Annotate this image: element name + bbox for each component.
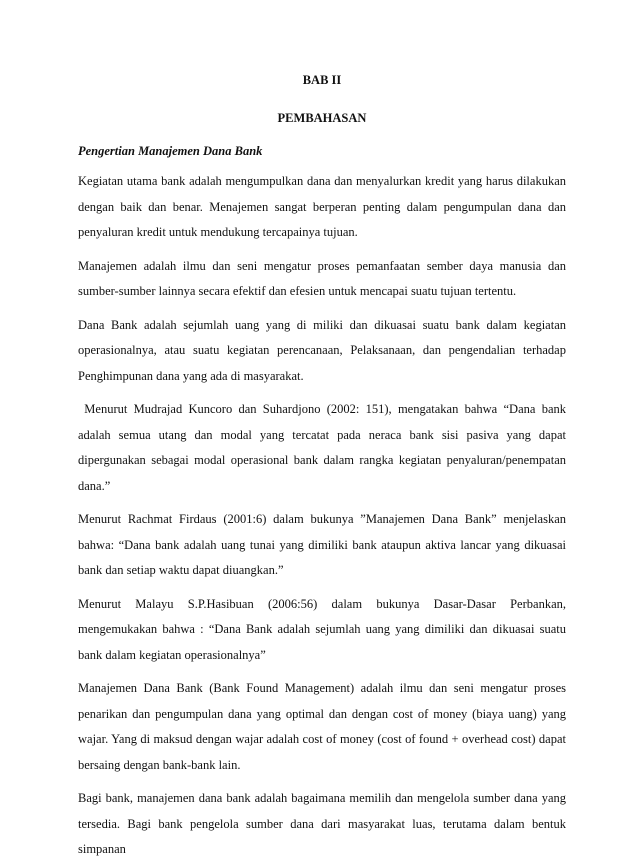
- paragraph: Bagi bank, manajemen dana bank adalah bagaimana memilih dan mengelola sumber dana yang tersedia. Bagi bank pengelola sumber dana dari masyarakat luas, terutama dalam bentuk simpanan: [78, 791, 566, 856]
- paragraph: Menurut Mudrajad Kuncoro dan Suhardjono (2002: 151), mengatakan bahwa “Dana bank adalah semua utang dan modal yang tercatat pada neraca bank sisi pasiva yang dapat dipergunakan sebagai modal operasional bank dalam rangka kegiatan penyaluran/penempatan dana.”: [78, 402, 570, 493]
- paragraph: Kegiatan utama bank adalah mengumpulkan dana dan menyalurkan kredit yang harus dilakukan dengan baik dan benar. Menajemen sangat berperan penting dalam pengumpulan dana dan penyaluran kredit untuk mendukung tercapainya tujuan.: [78, 174, 566, 239]
- paragraph: Dana Bank adalah sejumlah uang yang di miliki dan dikuasai suatu bank dalam kegiatan operasionalnya, atau suatu kegiatan perencanaan, Pelaksanaan, dan pengendalian terhadap Penghimpunan dana yang ada di masyarakat.: [78, 317, 566, 383]
- section-heading: Pengertian Manajemen Dana Bank: [78, 144, 263, 158]
- chapter-title: PEMBAHASAN: [277, 111, 367, 125]
- paragraph: Manajemen Dana Bank (Bank Found Management) adalah ilmu dan seni mengatur proses penarikan dan pengumpulan dana yang optimal dan dengan cost of money (biaya uang) yang wajar. Yang di maksud dengan wajar adalah cost of money (cost of found + overhead cost) dapat bersaing dengan bank-bank lain.: [78, 681, 566, 772]
- paragraph: Menurut Malayu S.P.Hasibuan (2006:56) dalam bukunya Dasar-Dasar Perbankan, mengemukakan bahwa : “Dana Bank adalah sejumlah uang yang dimiliki dan dikuasai suatu bank dalam kegiatan operasionalnya”: [78, 596, 566, 662]
- chapter-number: BAB II: [302, 73, 342, 87]
- paragraph: Manajemen adalah ilmu dan seni mengatur proses pemanfaatan sember daya manusia dan sumber-sumber lainnya secara efektif dan efesien untuk mencapai suatu tujuan tertentu.: [78, 258, 566, 298]
- paragraph: Menurut Rachmat Firdaus (2001:6) dalam bukunya ”Manajemen Dana Bank” menjelaskan bahwa: “Dana bank adalah uang tunai yang dimiliki bank ataupun aktiva lancar yang dikuasai bank dan setiap waktu dapat diuangkan.”: [78, 512, 566, 577]
